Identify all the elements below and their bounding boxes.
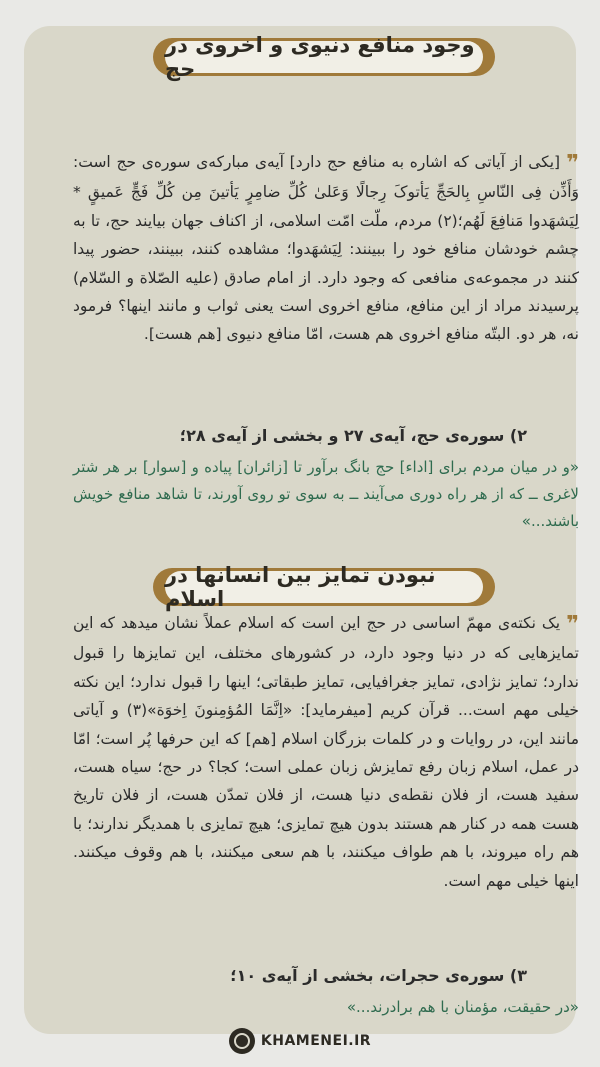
section2-paragraph: یک نکته‌ی مهمّ اساسی در حج این است که اسلام عملاً نشان میدهد که این تمایزهایی که در دنیا وجود دارد، در کشورهای مختلف، این تمایزها را قبول ندارد؛ تمایز نژادی، تمایز جغرافیایی، تمایز طبقاتی؛ اینها را قبول ندارد؛ این نکته خیلی مهم است... قرآن کریم [میفرماید]: «اِنَّمَا المُؤمِنونَ اِخوَة»(۳) و آیاتی مانند این، در روایات و در کلمات بزرگان اسلام [هم] که این حرفها پُر است؛ امّا در عمل، اسلام زبان رفع تمایزش زبان عملی است؛ کجا؟ در حج؛ سیاه هست، سفید هست، از فلان نقطه‌ی دنیا هست، از فلان تمدّن هست، از فلان تاریخ هست همه در کنار هم هستند بدون هیچ تمایزی؛ هیچ تمایزی با همدیگر ندارند؛ با هم راه میروند، با هم طواف میکنند، با هم سعی میکنند، با هم وقوف میکنند. اینها خیلی مهم است. <box>73 614 579 890</box>
content-card <box>24 26 580 1034</box>
quote-icon: ❞ <box>566 612 579 637</box>
section2-ref-text: «در حقیقت، مؤمنان با هم برادرند...» <box>346 998 579 1016</box>
section2-title-banner <box>153 563 495 611</box>
quote-icon: ❞ <box>566 151 579 176</box>
section2-ref-heading: ۳) سوره‌ی حجرات، بخشی از آیه‌ی ۱۰؛ <box>230 966 527 985</box>
footer-site-link[interactable]: KHAMENEI.IR <box>260 1033 372 1049</box>
section1-paragraph-block <box>73 148 579 349</box>
site-logo-icon <box>229 1028 255 1054</box>
section2-paragraph-block <box>73 609 579 895</box>
section1-title: وجود منافع دنیوی و اخروی در حج <box>165 33 475 81</box>
footer <box>0 1026 600 1056</box>
section1-title-banner <box>153 33 495 81</box>
section1-ref-text: «و در میان مردم برای [اداء] حج بانگ برآور تا [زائران] پیاده و [سوار] بر هر شتر لاغری ــ که از هر راه دوری می‌آیند ــ به سوی تو روی آورند، تا شاهد منافع خویش باشند...» <box>73 458 579 530</box>
section1-ref-heading: ۲) سوره‌ی حج، آیه‌ی ۲۷ و بخشی از آیه‌ی ۲۸؛ <box>179 426 527 445</box>
section2-title: نبودن تمایز بین انسانها در اسلام <box>165 563 436 611</box>
section1-paragraph: [یکی از آیاتی که اشاره به منافع حج دارد] آیه‌ی مبارکه‌ی سوره‌ی حج است: وَأَذِّن فِی النّاسِ بِالحَجِّ یَأتوکَ رِجالًا وَعَلیٰ کُلِّ ضامِرٍ یَأتینَ مِن کُلِّ فَجٍّ عَمیقٍ * لِیَشهَدوا مَنافِعَ لَهُم؛(۲) مردم، ملّت امّت اسلامی، از اکناف جهان بیایند حج، تا به چشم خودشان منافع خود را ببینند: لِیَشهَدوا؛ مشاهده کنند، ببینند، حضور پیدا کنند در مجموعه‌ی منافعی که وجود دارد. از امام صادق (علیه الصّلاة و السّلام) پرسیدند مراد از این منافع، منافع اخروی است یعنی ثواب و مانند اینها؟ فرمود نه، هر دو. البتّه منافع اخروی هم هست، امّا منافع دنیوی [هم هست]. <box>73 153 580 344</box>
